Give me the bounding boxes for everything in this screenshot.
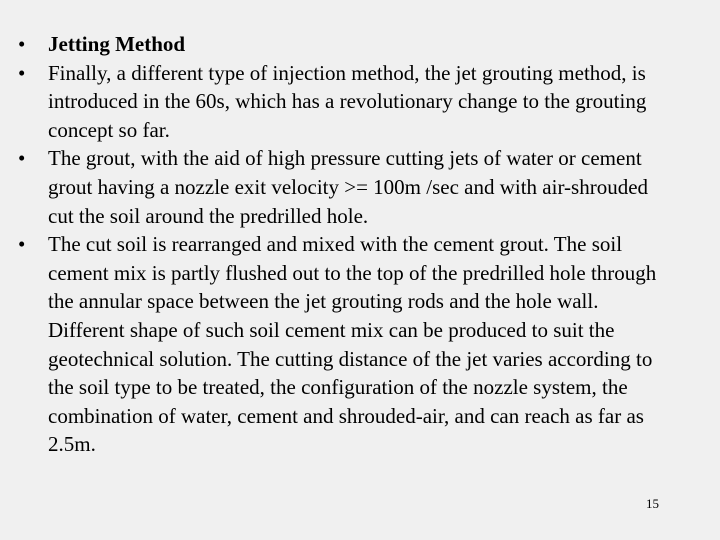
bullet-item-introduction bbox=[18, 59, 668, 145]
bullet-text: The grout, with the aid of high pressure cutting jets of water or cement grout having a nozzle exit velocity >= 100m /sec and with air-shrouded cut the soil around the predrilled hole. bbox=[48, 146, 649, 228]
bullet-icon: • bbox=[18, 146, 26, 171]
bullet-item-grout-jets bbox=[18, 144, 668, 230]
bullet-item-jetting-method bbox=[18, 30, 668, 59]
bullet-item-soil-cement-mix bbox=[18, 230, 668, 459]
bullet-text: The cut soil is rearranged and mixed with the cement grout. The soil cement mix is partly flushed out to the top of the predrilled hole through the annular space between the jet grouting rods and the hole wall. Different shape of such soil cement mix can be produced to suit the geotechnical solution. The cutting distance of the jet varies according to the soil type to be treated, the configuration of the nozzle system, the combination of water, cement and shrouded-air, and can reach as far as 2.5m. bbox=[48, 232, 657, 457]
slide-heading: Jetting Method bbox=[48, 32, 186, 56]
bullet-icon: • bbox=[18, 232, 26, 257]
bullet-icon: • bbox=[18, 32, 26, 56]
bullet-icon: • bbox=[18, 60, 26, 85]
bullet-list bbox=[18, 30, 668, 459]
bullet-text: Finally, a different type of injection method, the jet grouting method, is introduced in the 60s, which has a revolutionary change to the grouting concept so far. bbox=[48, 60, 647, 142]
page-number: 15 bbox=[646, 496, 659, 511]
